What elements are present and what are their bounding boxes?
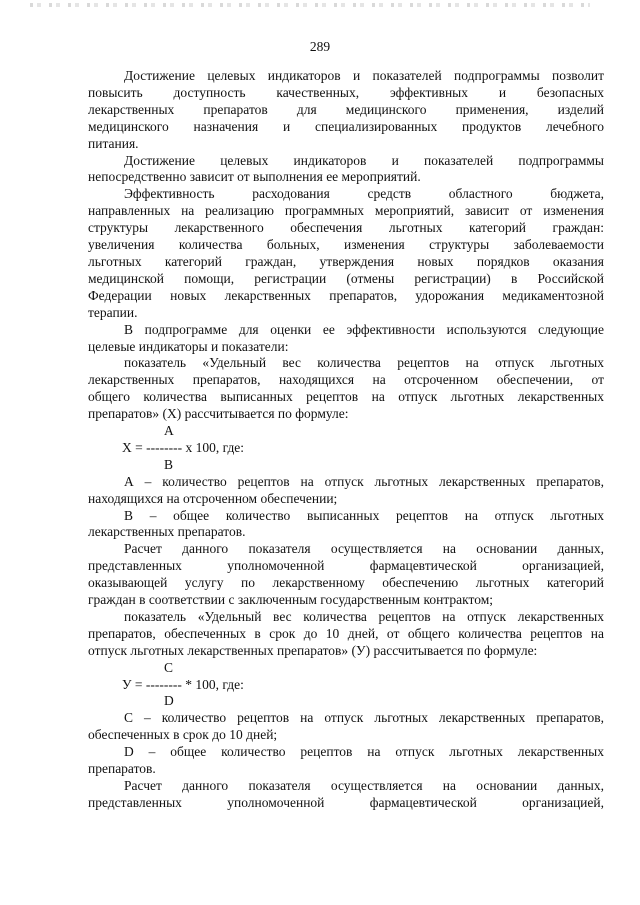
text-line: В подпрограмме для оценки ее эффективности используются следующие [124,321,604,337]
text-line: Достижение целевых индикаторов и показателей подпрограммы позволит [124,68,604,83]
text-line: представленных уполномоченной фармацевтической организацией, [88,794,604,810]
text-line: Эффективность расходования средств областного бюджета, [124,186,604,202]
formula-denominator: D [164,693,174,709]
text-line: препаратов. [88,761,156,777]
text-line: структуры лекарственного обеспечения льготных категорий граждан: [88,220,604,236]
text-line: С – количество рецептов на отпуск льготных лекарственных препаратов, [124,710,604,726]
formula-y: У = -------- * 100, где: [122,676,244,692]
text-line: направленных на реализацию программных мероприятий, зависит от изменения [88,203,604,219]
text-line: медицинского назначения и специализированных продуктов лечебного [88,118,604,134]
text-line: обеспеченных в срок до 10 дней; [88,727,278,743]
formula-numerator: А [164,423,174,439]
formula-denominator: В [164,456,174,472]
document-body [88,68,604,812]
text-line: препаратов» (Х) рассчитывается по формуле: [88,406,349,422]
text-line: Достижение целевых индикаторов и показателей подпрограммы [124,152,604,168]
text-line: лекарственных препаратов. [88,524,246,540]
text-line: D – общее количество рецептов на отпуск льготных лекарственных [124,744,604,760]
text-line: целевые индикаторы и показатели: [88,338,289,354]
text-line: непосредственно зависит от выполнения ее мероприятий. [88,169,421,185]
text-line: терапии. [88,304,138,320]
text-line: лекарственных препаратов для медицинского применения, изделий [88,101,604,117]
scan-artifact-top [30,3,590,7]
text-line: находящихся на отсроченном обеспечении; [88,490,338,506]
formula-numerator: С [164,659,174,675]
formula-x: Х = -------- х 100, где: [122,439,245,455]
text-line: В – общее количество выписанных рецептов на отпуск льготных [124,507,604,523]
text-line: медицинской помощи, регистрации (отмены регистрации) в Российской [88,270,604,286]
text-line: отпуск льготных лекарственных препаратов» (У) рассчитывается по формуле: [88,642,538,658]
text-line: Расчет данного показателя осуществляется на основании данных, [124,777,604,793]
text-line: А – количество рецептов на отпуск льготных лекарственных препаратов, [124,473,604,489]
text-line: Федерации новых лекарственных препаратов, удорожания медикаментозной [88,287,604,303]
text-line: представленных уполномоченной фармацевтической организацией, [88,558,604,574]
text-line: показатель «Удельный вес количества рецептов на отпуск лекарственных [124,608,604,624]
text-line: препаратов, обеспеченных в срок до 10 дней, от общего количества рецептов на [88,625,604,641]
text-line: льготных категорий граждан, утверждения новых порядков оказания [88,253,604,269]
text-line: повысить доступность качественных, эффективных и безопасных [88,84,604,100]
text-line: граждан в соответствии с заключенным государственным контрактом; [88,592,494,608]
text-line: Расчет данного показателя осуществляется на основании данных, [124,541,604,557]
text-line: питания. [88,135,139,151]
page-number: 289 [309,39,331,54]
text-line: увеличения количества больных, изменения структуры заболеваемости [88,237,604,253]
text-line: показатель «Удельный вес количества рецептов на отпуск льготных [124,355,604,371]
text-line: общего количества выписанных рецептов на отпуск льготных лекарственных [88,389,604,405]
text-line: лекарственных препаратов, находящихся на отсроченном обеспечении, от [88,372,604,388]
text-line: оказывающей услугу по лекарственному обеспечению льготных категорий [88,575,604,591]
